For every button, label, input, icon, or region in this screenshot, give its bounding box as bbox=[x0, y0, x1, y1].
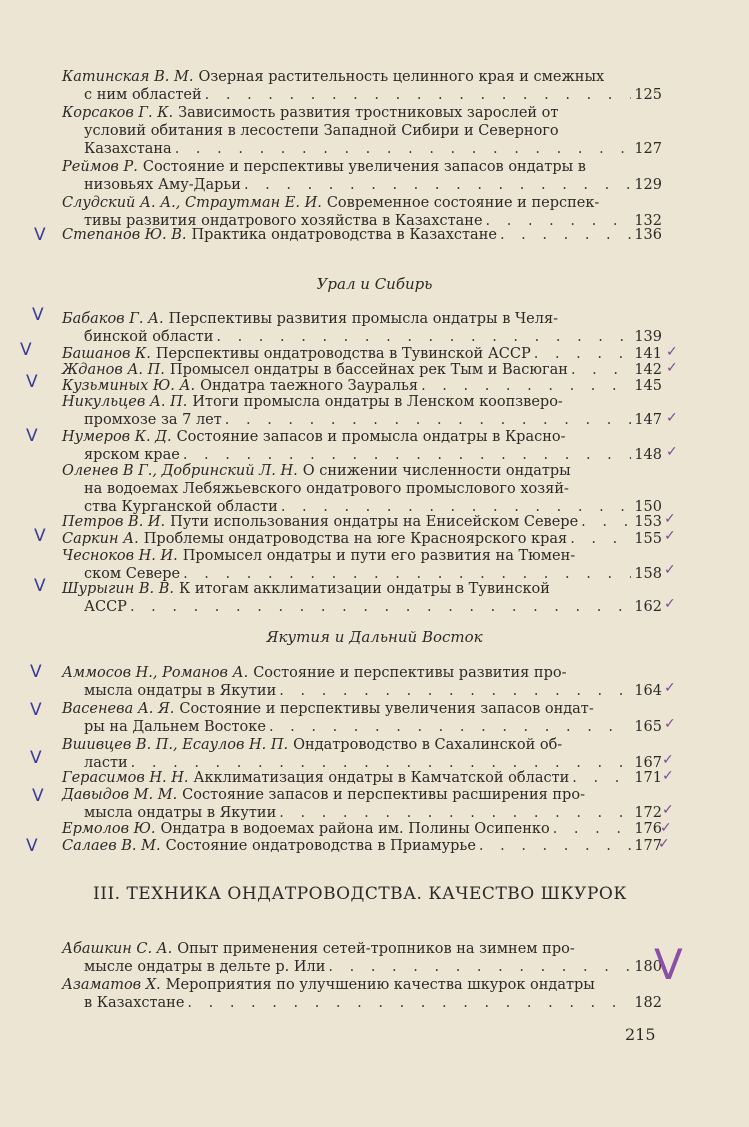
entry-title: Ондатра в водоемах района им. Полины Осипенко bbox=[160, 821, 550, 837]
leader-dots bbox=[130, 598, 631, 616]
leader-dots bbox=[244, 176, 631, 194]
entry-page: 162 bbox=[634, 599, 662, 615]
leader-dots bbox=[279, 682, 631, 700]
leader-dots bbox=[269, 718, 631, 736]
handwritten-tick-icon: ✓ bbox=[662, 802, 674, 818]
section-heading-yakutia: Якутия и Дальний Восток bbox=[266, 628, 483, 646]
toc-entry bbox=[62, 580, 662, 616]
handwritten-check-icon: V bbox=[30, 748, 42, 768]
toc-entry bbox=[62, 769, 662, 787]
entry-page: 176 bbox=[634, 821, 662, 837]
entry-author: Оленев В Г., Добринский Л. Н. bbox=[62, 463, 298, 479]
entry-page: 171 bbox=[634, 770, 662, 786]
entry-title: Перспективы развития промысла ондатры в Челя- bbox=[168, 311, 559, 327]
handwritten-check-icon: V bbox=[32, 305, 44, 325]
entry-page: 155 bbox=[634, 531, 662, 547]
entry-author: Шурыгин В. В. bbox=[62, 581, 175, 597]
entry-title: Опыт применения сетей-тропников на зимнем про- bbox=[177, 941, 575, 957]
handwritten-tick-icon: ✓ bbox=[660, 820, 672, 836]
entry-page: 142 bbox=[634, 362, 662, 378]
handwritten-tick-icon: ✓ bbox=[666, 360, 678, 376]
entry-author: Кузьминых Ю. А. bbox=[62, 378, 196, 394]
handwritten-check-icon: V bbox=[26, 426, 38, 446]
toc-entry bbox=[62, 976, 662, 1012]
entry-page: 139 bbox=[634, 329, 662, 345]
entry-title-cont: мысла ондатры в Якутии bbox=[84, 683, 277, 699]
entry-page: 153 bbox=[634, 514, 662, 530]
handwritten-check-icon: V bbox=[34, 526, 46, 546]
section-heading-ural: Урал и Сибирь bbox=[316, 275, 433, 293]
entry-title: К итогам акклиматизации ондатры в Тувинской bbox=[179, 581, 550, 597]
entry-title: Современное состояние и перспек- bbox=[326, 195, 600, 211]
handwritten-tick-icon: ✓ bbox=[664, 562, 676, 578]
handwritten-tick-icon: ✓ bbox=[664, 680, 676, 696]
entry-page: 165 bbox=[634, 719, 662, 735]
entry-title-cont: тивы развития ондатрового хозяйства в Казахстане bbox=[84, 213, 483, 229]
entry-title: О снижении численности ондатры bbox=[302, 463, 571, 479]
toc-entry bbox=[62, 104, 662, 158]
leader-dots bbox=[187, 994, 631, 1012]
handwritten-tick-icon: ✓ bbox=[664, 511, 676, 527]
entry-page: 125 bbox=[634, 87, 662, 103]
toc-entry bbox=[62, 786, 662, 822]
entry-title-cont: низовьях Аму-Дарьи bbox=[84, 177, 241, 193]
entry-page: 148 bbox=[634, 447, 662, 463]
entry-title: Состояние и перспективы увеличения запасов ондат- bbox=[179, 701, 594, 717]
handwritten-check-icon: V bbox=[20, 340, 32, 360]
leader-dots bbox=[216, 328, 631, 346]
handwritten-tick-icon: ✓ bbox=[666, 444, 678, 460]
entry-title-cont: ства Курганской области bbox=[84, 499, 278, 515]
entry-page: 182 bbox=[634, 995, 662, 1011]
entry-author: Васенева А. Я. bbox=[62, 701, 175, 717]
entry-author: Петров В. И. bbox=[62, 514, 166, 530]
toc-entry bbox=[62, 158, 662, 194]
leader-dots bbox=[581, 513, 631, 531]
entry-author: Аммосов Н., Романов А. bbox=[62, 665, 249, 681]
entry-page: 177 bbox=[634, 838, 662, 854]
entry-page: 127 bbox=[634, 141, 662, 157]
entry-title: Состояние и перспективы развития про- bbox=[253, 665, 567, 681]
leader-dots bbox=[572, 769, 631, 787]
handwritten-check-icon: V bbox=[654, 940, 683, 989]
handwritten-check-icon: V bbox=[26, 836, 38, 856]
entry-author: Бабаков Г. А. bbox=[62, 311, 164, 327]
handwritten-tick-icon: ✓ bbox=[664, 528, 676, 544]
toc-entry bbox=[62, 547, 662, 583]
handwritten-tick-icon: ✓ bbox=[666, 344, 678, 360]
handwritten-check-icon: V bbox=[34, 225, 46, 245]
entry-page: 147 bbox=[634, 412, 662, 428]
toc-entry bbox=[62, 310, 662, 346]
entry-author: Ермолов Ю. bbox=[62, 821, 156, 837]
entry-title-cont: на водоемах Лебяжьевского ондатрового промыслового хозяй- bbox=[84, 481, 569, 497]
toc-entry bbox=[62, 226, 662, 244]
entry-author: Чесноков Н. И. bbox=[62, 548, 178, 564]
leader-dots bbox=[570, 530, 631, 548]
entry-page: 145 bbox=[634, 378, 662, 394]
entry-author: Реймов Р. bbox=[62, 159, 138, 175]
entry-page: 180 bbox=[634, 959, 662, 975]
entry-title: Ондатроводство в Сахалинской об- bbox=[293, 737, 563, 753]
toc-entry bbox=[62, 513, 662, 531]
entry-author: Корсаков Г. К. bbox=[62, 105, 174, 121]
handwritten-check-icon: V bbox=[30, 700, 42, 720]
toc-entry bbox=[62, 700, 662, 736]
entry-title: Озерная растительность целинного края и смежных bbox=[198, 69, 605, 85]
entry-title-cont: АССР bbox=[84, 599, 127, 615]
handwritten-tick-icon: ✓ bbox=[664, 596, 676, 612]
leader-dots bbox=[500, 226, 631, 244]
entry-page: 167 bbox=[634, 755, 662, 771]
entry-author: Вшивцев В. П., Есаулов Н. П. bbox=[62, 737, 289, 753]
leader-dots bbox=[225, 411, 632, 429]
handwritten-tick-icon: ✓ bbox=[666, 410, 678, 426]
page-number: 215 bbox=[625, 1025, 656, 1044]
entry-page: 141 bbox=[634, 346, 662, 362]
toc-entry bbox=[62, 393, 662, 429]
toc-entry bbox=[62, 736, 662, 772]
entry-title: Состояние запасов и промысла ондатры в Красно- bbox=[176, 429, 566, 445]
entry-title: Состояние запасов и перспективы расширения про- bbox=[182, 787, 585, 803]
handwritten-tick-icon: ✓ bbox=[662, 752, 674, 768]
toc-entry bbox=[62, 462, 662, 516]
entry-title-cont: условий обитания в лесостепи Западной Сибири и Северного bbox=[84, 123, 559, 139]
entry-page: 132 bbox=[634, 213, 662, 229]
entry-title: Мероприятия по улучшению качества шкурок ондатры bbox=[165, 977, 595, 993]
entry-page: 172 bbox=[634, 805, 662, 821]
entry-title-cont: ярском крае bbox=[84, 447, 180, 463]
entry-title: Перспективы ондатроводства в Тувинской АССР bbox=[155, 346, 531, 362]
toc-entry bbox=[62, 428, 662, 464]
leader-dots bbox=[328, 958, 631, 976]
entry-author: Жданов А. П. bbox=[62, 362, 165, 378]
entry-title: Промысел ондатры в бассейнах рек Тым и Васюган bbox=[169, 362, 568, 378]
entry-title: Практика ондатроводства в Казахстане bbox=[191, 227, 497, 243]
entry-title: Проблемы ондатроводства на юге Красноярского края bbox=[143, 531, 568, 547]
leader-dots bbox=[479, 837, 631, 855]
entry-title-cont: мысла ондатры в Якутии bbox=[84, 805, 277, 821]
leader-dots bbox=[175, 140, 632, 158]
entry-page: 129 bbox=[634, 177, 662, 193]
entry-author: Катинская В. М. bbox=[62, 69, 194, 85]
toc-entry bbox=[62, 664, 662, 700]
leader-dots bbox=[553, 820, 632, 838]
entry-page: 150 bbox=[634, 499, 662, 515]
handwritten-tick-icon: ✓ bbox=[664, 716, 676, 732]
entry-title-cont: бинской области bbox=[84, 329, 214, 345]
entry-title-cont: ласти bbox=[84, 755, 128, 771]
toc-entry bbox=[62, 940, 662, 976]
section-heading-three: III. ТЕХНИКА ОНДАТРОВОДСТВА. КАЧЕСТВО ШКУРОК bbox=[93, 884, 627, 904]
handwritten-check-icon: V bbox=[30, 662, 42, 682]
entry-title: Промысел ондатры и пути его развития на Тюмен- bbox=[182, 548, 576, 564]
handwritten-check-icon: V bbox=[32, 786, 44, 806]
handwritten-tick-icon: ✓ bbox=[662, 768, 674, 784]
entry-page: 164 bbox=[634, 683, 662, 699]
entry-author: Нумеров К. Д. bbox=[62, 429, 172, 445]
entry-page: 136 bbox=[634, 227, 662, 243]
entry-page: 158 bbox=[634, 566, 662, 582]
handwritten-tick-icon: ✓ bbox=[658, 836, 670, 852]
toc-entry bbox=[62, 837, 662, 855]
entry-title: Состояние ондатроводства в Приамурье bbox=[165, 838, 476, 854]
entry-author: Давыдов М. М. bbox=[62, 787, 178, 803]
toc-entry bbox=[62, 194, 662, 230]
entry-author: Башанов К. bbox=[62, 346, 151, 362]
entry-author: Саркин А. bbox=[62, 531, 139, 547]
entry-title: Пути использования ондатры на Енисейском Севере bbox=[170, 514, 579, 530]
entry-title-cont: ском Севере bbox=[84, 566, 181, 582]
entry-title-cont: с ним областей bbox=[84, 87, 202, 103]
handwritten-check-icon: V bbox=[34, 576, 46, 596]
entry-title-cont: мысле ондатры в дельте р. Или bbox=[84, 959, 326, 975]
handwritten-check-icon: V bbox=[26, 372, 38, 392]
entry-author: Азаматов Х. bbox=[62, 977, 161, 993]
entry-author: Салаев В. М. bbox=[62, 838, 161, 854]
leader-dots bbox=[205, 86, 632, 104]
entry-title: Ондатра таежного Зауралья bbox=[200, 378, 419, 394]
toc-entry bbox=[62, 820, 662, 838]
entry-author: Никульцев А. П. bbox=[62, 394, 188, 410]
entry-author: Герасимов Н. Н. bbox=[62, 770, 189, 786]
entry-title: Итоги промысла ондатры в Ленском коопзверо- bbox=[192, 394, 563, 410]
entry-title-cont: в Казахстане bbox=[84, 995, 185, 1011]
entry-title: Акклиматизация ондатры в Камчатской области bbox=[193, 770, 570, 786]
entry-author: Слудский А. А., Страутман Е. И. bbox=[62, 195, 322, 211]
entry-title: Зависимость развития тростниковых зарослей от bbox=[178, 105, 559, 121]
entry-author: Степанов Ю. В. bbox=[62, 227, 187, 243]
entry-author: Абашкин С. А. bbox=[62, 941, 173, 957]
toc-entry bbox=[62, 530, 662, 548]
toc-entry bbox=[62, 68, 662, 104]
entry-title-cont: Казахстана bbox=[84, 141, 172, 157]
entry-title-cont: ры на Дальнем Востоке bbox=[84, 719, 266, 735]
entry-title: Состояние и перспективы увеличения запасов ондатры в bbox=[142, 159, 586, 175]
entry-title-cont: промхозе за 7 лет bbox=[84, 412, 222, 428]
